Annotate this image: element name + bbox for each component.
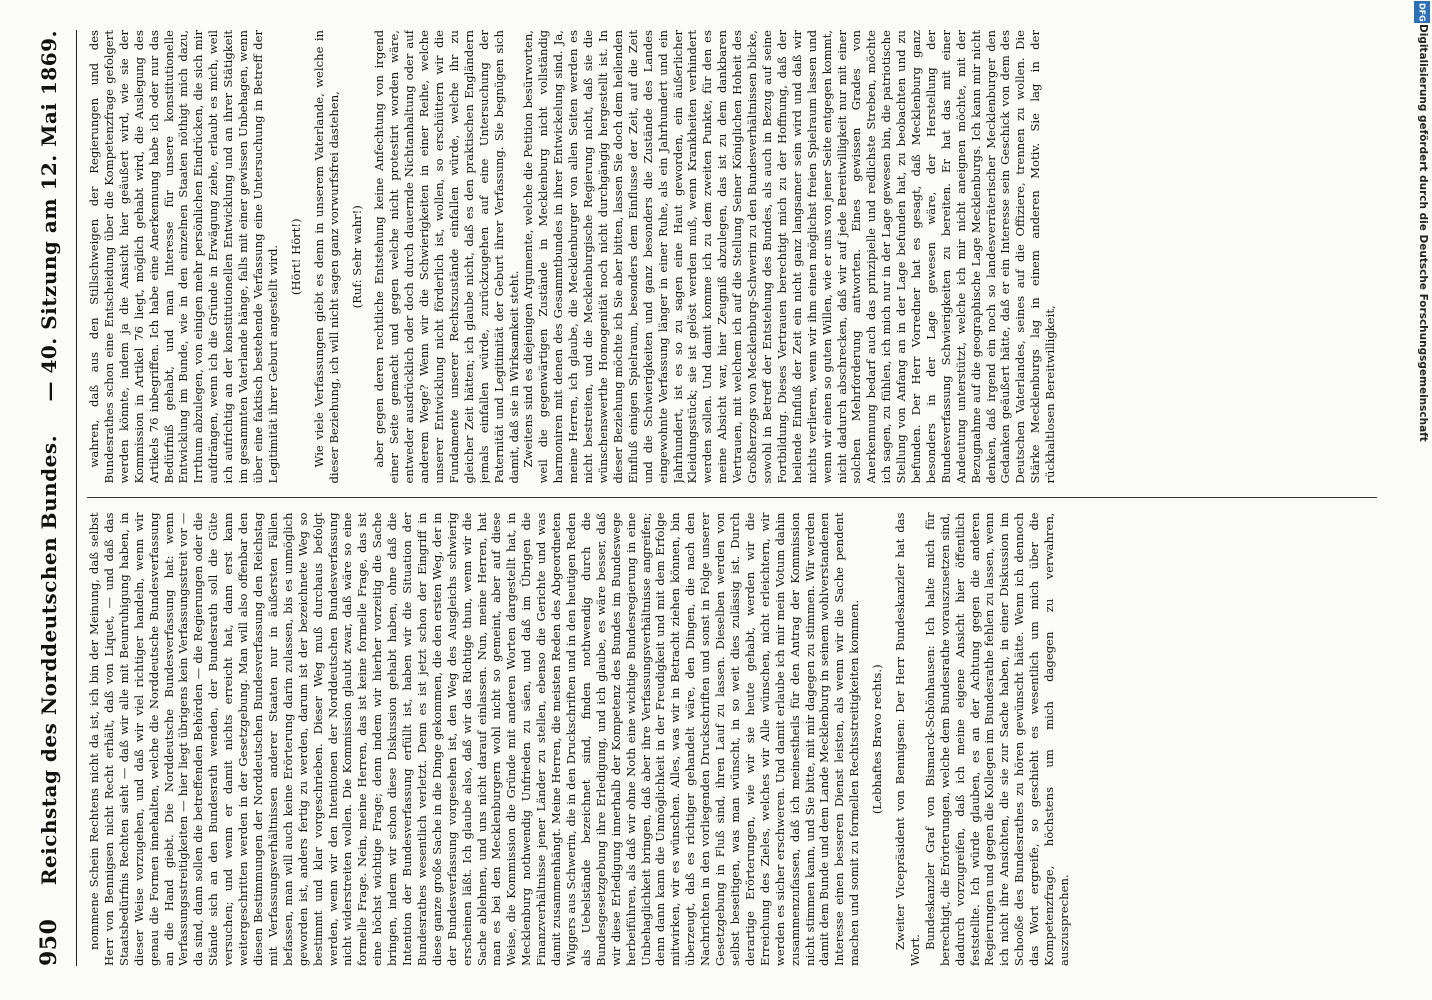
interjection: (Ruf: Sehr wahr!) — [349, 205, 364, 309]
header-left-title: Reichstag des Norddeutschen Bundes. — [37, 434, 61, 886]
paragraph: aber gegen deren rechtliche Entstehung keine Anfechtung von irgend einer Seite gemacht und gegen welche nicht protestirt worden wäre, entweder ausdrücklich oder doch durch dauernde Nichtanhaltung oder auf anderem Wege? Wenn wir die Schwierigkeiten in einer Reihe, welche unserer Entwicklung nicht förderlich ist, wollen, so erschüttern wir die Fundamente unserer Rechtszustände einfallen würde, welche ihr zu gleicher Zeit hätten; ich glaube nicht, daß es den praktischen Engländern jemals einfallen würde, zurückzugehen auf eine Untersuchung der Paternität und Legitimität der Geburt ihrer Verfassung. Sie begnügen sich damit, daß sie in Wirksamkeit steht. — [372, 30, 521, 484]
paragraph: Wie viele Verfassungen giebt es denn in unserem Vaterlande, welche in dieser Beziehung, ich will nicht sagen ganz vorwurfsfrei dastehen, — [311, 30, 341, 484]
paragraph: Bundeskanzler Graf von Bismarck-Schönhausen: Ich halte mich für berechtigt, die Erörterungen, welche dem Bundesrathe vorauszusetzen sind, dadurch vorzugreifen, daß ich meine eigene Ansicht hier öffentlich feststellte. Ich würde glauben, es an der Achtung gegen die anderen Regierungen und gegen die Kollegen im Bundesrathe fehlen zu lassen, wenn ich nicht ihre Ansichten, die sie zur Sache haben, in einer Diskussion im Schooße des Bundesrathes zu hören gewünscht hätte. Wenn ich dennoch das Wort ergreife, so geschieht es wesentlich um mich über die Kompetenzfrage, höchstens um mich dagegen zu verwahren, auszusprechen. — [922, 512, 1071, 966]
text-columns — [87, 30, 1377, 966]
page-number: 950 — [36, 918, 62, 966]
paragraph: nommene Schein Rechtens nicht da ist, ich bin der Meinung, daß selbst Herr von Bennigsen nicht Recht erhält, daß von Liquet, — und daß das Staatsbedürfnis Rechten sieht — daß wir alle mit Beunruhigung haben, in dieser Weise vorzugehen, und daß wir viel richtiger handeln, wenn wir genau die Formen innehalten, welche die Norddeutsche Bundesverfassung an die Hand giebt. Die Norddeutsche Bundesverfassung hat: wenn Verfassungsstreitigkeiten — hier liegt übrigens kein Verfassungsstreit vor — da sind, dann sollen die betreffenden Behörden — die Regierungen oder die Stände sich an den Bundesrath wenden, der Bundesrath soll die Güte versuchen; und wenn er damit nichts erreicht hat, dann erst kann weitergeschritten werden in der Gesetzgebung. Man will also offenbar den diesen Bestimmungen der Norddeutschen Bundesverfassung den Reichstag mit Verfassungsverhältnissen anderer Staaten nur in äußersten Fällen befassen, man will auch keine Erörterung darin zulassen, bis es unmöglich geworden ist, anders fertig zu werden, darum ist der bezeichnete Weg so bestimmt und klar vorgeschrieben. Dieser Weg muß durchaus befolgt werden, wenn wir den Intentionen der Norddeutschen Bundesverfassung nicht widerstreiten wollen. Die Kommission glaubt zwar, daß wäre so eine formelle Frage. Nein, meine Herren, das ist keine formelle Frage, das ist eine höchst wichtige Frage; denn indem wir hierher vorzeitig die Sache bringen, indem wir schon diese Diskussion gehabt haben, ohne daß die Intention der Bundesverfassung erfüllt ist, haben wir die Situation der Bundesrathes wesentlich verletzt. Denn es ist jetzt schon der Eingriff in diese ganze große Sache in die Dinge gekommen, die den ersten Weg, der in der Bundesverfassung vorgesehen ist, den Weg des Ausgleichs schwierig erscheinen läßt. Ich glaube also, daß wir das Richtige thun, wenn wir die Sache ablehnen, und uns nicht darauf einlassen. Nun, meine Herren, hat man es bei den Mecklenburgern wohl nicht so gemeint, aber auf diese Weise, die Kommission die Gründe mit anderen Worten dargestellt hat, in Mecklenburg nothwendig Unfrieden zu säen, und daß im Übrigen die Finanzverhältnisse jener Länder zu stellen, ebenso die Gerichte und was damit zusammenhängt. Meine Herren, die meisten Reden des Abgeordneten Wiggers aus Schwerin, die in den Druckschriften und in den heutigen Reden als Uebelstände bezeichnet sind, finden nothwendig durch die Bundesgesetzgebung ihre Erledigung, und ich glaube, es wäre besser, daß wir diese Erledigung innerhalb der Kompetenz des Bundes im Bundeswege herbeiführen, als daß wir ohne Noth eine wichtige Bundesregierung in eine Unbehaglichkeit bringen, daß aber ihre Verfassungsverhältnisse angreifen; denn dann kann die Unmöglichkeit in der Freudigkeit und mit dem Erfolge mitwirken, wir es wünschen. Alles, was wir in Betracht ziehen können, bin überzeugt, daß es richtiger gehandelt wäre, den Dingen, die nach den Nachrichten in den vorliegenden Druckschriften und sonst in Folge unserer Gesetzgebung in Fluß sind, ihren Lauf zu lassen. Dieselben werden von selbst beseitigen, was man wünscht, in so weit dies zulässig ist. Durch derartige Erörterungen, wie wir sie heute gehabt, werden wir die Erreichung des Zieles, welches wir Alle wünschen, nicht erleichtern, wir werden es sicher erschweren. Und damit erlaube ich mir mein Votum dahin zusammenzufassen, daß ich meinestheils für den Antrag der Kommission nicht stimmen kann, und Sie bitte, mit mir dagegen zu stimmen. Wir werden damit dem Bunde und dem Lande Mecklenburg in seinem wohlverstandenen Interesse einen besseren Dienst leisten, als wenn wir die Sache pendent machen und somit zu formellen Rechtsstreitigkeiten kommen. — [87, 512, 862, 966]
paragraph: Zweiter Vicepräsident von Bennigsen: Der Herr Bundeskanzler hat das Wort. — [893, 512, 922, 966]
paragraph: Zweitens sind es diejenigen Argumente, welche die Petition besürworten, weil die gegenwärtigen Zustände in Mecklenburg nicht vollständig harmoniren mit denen des Gesammtbundes in ihrer Entwickelung sind. Ja, meine Herren, ich glaube, die Mecklenburger von allen Seiten werden es nicht bestreiten, und die Mecklenburgische Regierung nicht, daß sie die wünschenswerthe Homogenität noch nicht durchgängig hergestellt ist. In dieser Beziehung möchte ich Sie aber bitten, lassen Sie doch dem heilenden Einfluß einigen Spielraum, besonders dem Einflusse der Zeit, auf die Zeit und die Schwierigkeiten und ganz besonders die Zustände des Landes eingewohnte Verfassung länger in einer Ruhe, als ein Jahrhundert und ein Jahrhundert, ist es so zu sagen eine Haut geworden, ein äußerlicher Kleidungsstück; sie ist gelöst werden muß, wenn Krankheiten verhindert werden sollen. Und damit komme ich zu dem zweiten Punkte, für den es meine Absicht war, hier Zeugniß abzulegen, das ist zu dem dankbaren Vertrauen, mit welchem ich auf die Stellung Seiner Königlichen Hoheit des Großherzogs von Mecklenburg-Schwerin zu den Bundesverhältnissen blicke, sowohl in Betreff der Entstehung des Bundes, als auch in Bezug auf seine Fortbildung. Dieses Vertrauen berechtigt mich zu der Hoffnung, daß der heilende Einfluß der Zeit ein nicht ganz langsamer sein wird und daß wir nichts verlieren, wenn wir ihm einen möglichst freien Spielraum lassen und wenn wir einen so guten Willen, wie er uns von jener Seite entgegen kommt, nicht dadurch abschrecken, daß wir auf jede Bereitwilligkeit nur mit einer solchen Mehrforderung antworten. Eines gewissen Grades von Anerkennung bedarf auch das prinzipielle und redlichste Streben, möchte ich sagen, zu fühlen, ich mich nur in der Lage gewesen bin, die patriotische Stellung von Anfang an in der Lage befunden hat, zu beobachten und zu befunden. Der Herr Vorredner hat es gesagt, daß Mecklenburg ganz besonders in der Lage gewesen wäre, der Herstellung der Bundesverfassung Schwierigkeiten zu bereiten. Er hat das mit einer Andeutung unterstützt, welche ich mir nicht aneignen möchte, mit der Bezugnahme auf die geographische Lage Mecklenburgs. Ich kann mir nicht denken, daß irgend ein noch so landesverräterischer Mecklenburger den Gedanken geäußert hätte, daß er ein Interesse sein Geschick von dem des Deutschen Vaterlandes, seines auf die Offiziere, trennen zu wollen. Die Stärke Mecklenburgs lag in einem anderen Motiv. Sie lag in der rückhaltlosen Bereitwilligkeit, — [521, 30, 1058, 484]
page-header — [36, 30, 77, 966]
interjection: (Hört! Hört!) — [288, 218, 303, 296]
paragraph: wahren, daß aus den Stillschweigen der Regierungen und des Bundesrathes schon eine Entscheidung über die Kompetenzfrage gefolgert werden könnte, indem ja die Ansicht hier geäußert wird, wie sie der Kommission in Artikel 76 liegt, möglich gehabt wird, die Auslegung des Artikels 76 inbegriffen. Ich habe eine Anerkennung habe ich oder nur das Bedürfniß gehabt, und man Interesse für unsere konstitutionelle Entwicklung im Bunde, wie in den einzelnen Staaten nöthigt mich dazu, Irrthum abzulegen, von einigen mehr persönlichen Eindrücken, die sich mir aufdrängen, wenn ich die Gründe in Erwägung ziehe, erlaubt es mich, weil ich aufrichtig an der konstitutionellen Entwicklung und an ihrer Stätigkeit im gesammten Vaterlande hänge, falls mit einer gewissen Unbehagen, wenn über eine faktisch bestehende Verfassung eine Untersuchung in Betreff der Legitimität ihrer Geburt angestellt wird. — [87, 30, 280, 484]
header-right-title: — 40. Sitzung am 12. Mai 1869. — [37, 30, 61, 402]
interjection: (Lebhaftes Bravo rechts.) — [870, 664, 885, 815]
text-column-right — [87, 30, 1377, 484]
attribution-strip — [1413, 0, 1432, 1000]
text-column-left — [87, 513, 1377, 967]
attribution-text: Digitalisierung gefördert durch die Deutsche Forschungsgemeinschaft — [1417, 24, 1429, 442]
dfg-logo-icon: DFG — [1414, 1, 1430, 23]
column-divider — [87, 498, 1377, 499]
